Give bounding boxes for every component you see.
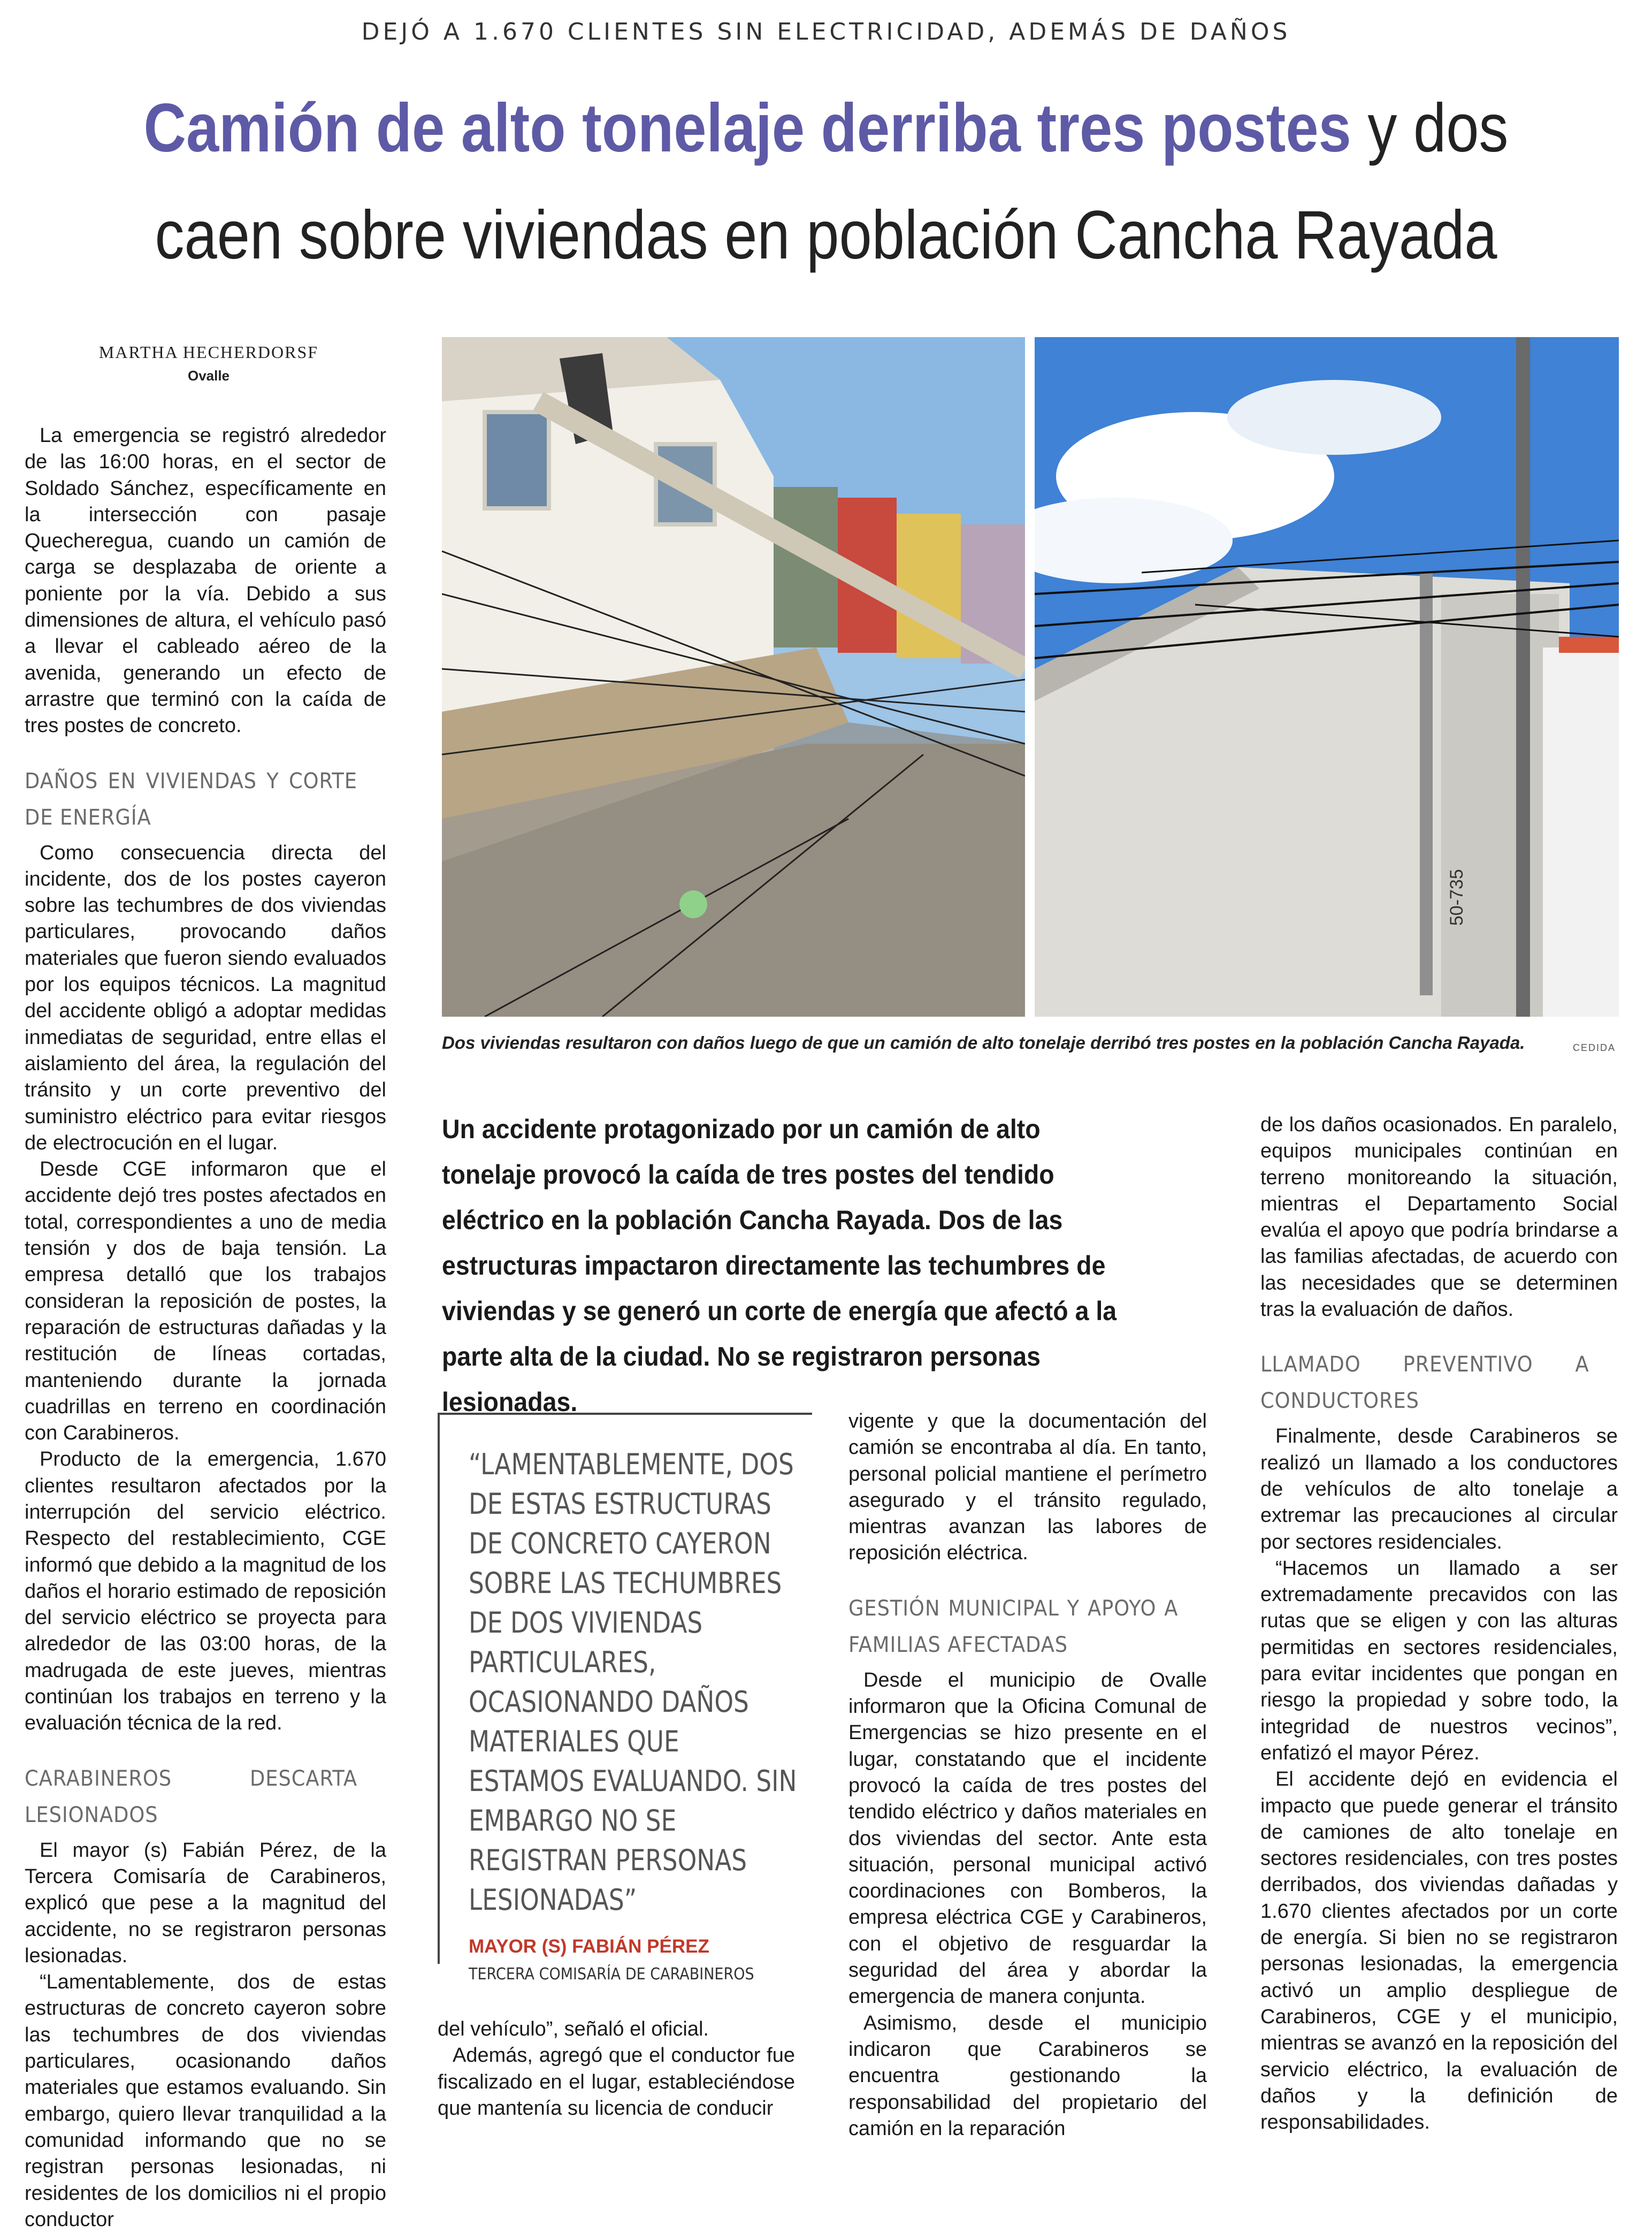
paragraph: “Lamentablemente, dos de estas estructuras de concreto cayeron sobre las techumbres de dos viviendas particulares, ocasionando daños materiales que estamos evaluando. Sin embargo, quiero llevar tranquilidad a la comunidad informando que no se registran personas lesionadas, ni residentes de los domicilios ni el propio conductor [25,1971,386,2231]
column-3 [848,1408,1207,2142]
photo-fallen-poles [442,337,1025,1017]
paragraph: Desde el municipio de Ovalle informaron que la Oficina Comunal de Emergencias se hizo presente en el lugar, constatando que el incidente provocó la caída de tres postes del tendido eléctrico y daños materiales en dos viviendas del sector. Ante esta situación, personal municipal activó coordinaciones con Bomberos, la empresa eléctrica CGE y Carabineros, con el objetivo de resguardar la seguridad del área y abordar la emergencia de manera conjunta. [848,1668,1207,2008]
truck-marking: 50-735 [1447,869,1467,926]
paragraph: Como consecuencia directa del incidente, dos de los postes cayeron sobre las techumbres de dos viviendas particulares, provocando daños materiales que fueron siendo evaluados por los equipos técnicos. La magnitud del accidente obligó a adoptar medidas inmediatas de seguridad, entre ellas el aislamiento del área, la regulación del tránsito y un corte preventivo del suministro eléctrico para evitar riesgos de electrocución en el lugar. [25,841,386,1154]
photo-truck-image [1035,337,1619,1017]
paragraph: El accidente dejó en evidencia el impacto que puede generar el tránsito de camiones de alto tonelaje en sectores residenciales, con tres postes derribados, dos viviendas dañadas y 1.670 clientes afectados por un corte de energía. Si bien no se registraron personas lesionadas, la emergencia activó un amplio despliegue de Carabineros, CGE y el municipio, mientras se avanzó en la reposición del servicio eléctrico, la evaluación de daños y la definición de responsabilidades. [1260,1768,1618,2134]
paragraph: vigente y que la documentación del camión se encontraba al día. En tanto, personal policial mantiene el perímetro asegurado y el tránsito regulado, mientras avanzan las labores de reposición eléctrica. [848,1410,1207,1565]
column-4 [1260,1112,1618,2136]
subheading-gestion: GESTIÓN MUNICIPAL Y APOYO A FAMILIAS AFECTADAS [848,1596,1179,1657]
subheading-carabineros: CARABINEROS DESCARTA LESIONADOS [25,1766,357,1827]
lead-paragraph: Un accidente protagonizado por un camión de alto tonelaje provocó la caída de tres postes del tendido eléctrico en la población Cancha Rayada. Dos de las estructuras impactaron directamente las techumbres de viviendas y se generó un corte de energía que afectó a la parte alta de la ciudad. No se registraron personas lesionadas. [442,1114,1117,1417]
quote-role: TERCERA COMISARÍA DE CARABINEROS [469,1965,754,1984]
quote-text: “LAMENTABLEMENTE, DOS DE ESTAS ESTRUCTURAS DE CONCRETO CAYERON SOBRE LAS TECHUMBRES DE DOS VIVIENDAS PARTICULARES, OCASIONANDO DAÑOS MATERIALES QUE ESTAMOS EVALUANDO. SIN EMBARGO NO SE REGISTRAN PERSONAS LESIONADAS” [469,1447,797,1917]
subheading-llamado: LLAMADO PREVENTIVO A CONDUCTORES [1260,1352,1589,1414]
photo-truck [1035,337,1619,1017]
column-2 [438,2016,795,2122]
location: Ovalle [187,368,230,384]
paragraph: Además, agregó que el conductor fue fiscalizado en el lugar, estableciéndose que mantenía su licencia de conducir [438,2044,795,2120]
photo-caption: Dos viviendas resultaron con daños luego de que un camión de alto tonelaje derribó tres postes en la población Cancha Rayada. [442,1033,1525,1053]
author: MARTHA HECHERDORSF [98,342,319,362]
paragraph: La emergencia se registró alrededor de las 16:00 horas, en el sector de Soldado Sánchez, específicamente en la intersección con pasaje Quecheregua, cuando un camión de carga se desplazaba de oriente a poniente por la vía. Debido a sus dimensiones de altura, el vehículo pasó a llevar el cableado aéreo de la avenida, generando un efecto de arrastre que terminó con la caída de tres postes de concreto. [25,424,386,737]
photo-credit: CEDIDA [1573,1042,1616,1053]
photo-fallen-poles-image [442,337,1025,1017]
pull-quote [438,1413,812,1984]
paragraph: Producto de la emergencia, 1.670 clientes resultaron afectados por la interrupción del servicio eléctrico. Respecto del restablecimiento, CGE informó que debido a la magnitud de los daños el horario estimado de reposición del servicio eléctrico se proyecta para alrededor de las 03:00 horas, de la madrugada de este jueves, mientras continúan los trabajos en terreno y la evaluación técnica de la red. [25,1448,387,1735]
byline [21,342,396,384]
quote-name: MAYOR (S) FABIÁN PÉREZ [469,1936,709,1957]
headline-rest: y dos caen sobre viviendas en población Cancha Rayada [155,90,1509,273]
paragraph: El mayor (s) Fabián Pérez, de la Tercera Comisaría de Carabineros, explicó que pese a la magnitud del accidente, no se registraron personas lesionadas. [25,1839,386,1967]
column-1 [25,423,386,2233]
paragraph: Asimismo, desde el municipio indicaron que Carabineros se encuentra gestionando la responsabilidad del propietario del camión en la reparación [848,2011,1207,2140]
kicker: DEJÓ A 1.670 CLIENTES SIN ELECTRICIDAD, ADEMÁS DE DAÑOS [361,18,1291,45]
paragraph: de los daños ocasionados. En paralelo, equipos municipales continúan en terreno monitoreando la situación, mientras el Departamento Social evalúa el apoyo que podría brindarse a las familias afectadas, de acuerdo con las necesidades que se determinen tras la evaluación de daños. [1260,1114,1618,1321]
paragraph: Finalmente, desde Carabineros se realizó un llamado a los conductores de vehículos de alto tonelaje a extremar las precauciones al circular por sectores residenciales. [1260,1425,1618,1553]
paragraph: Desde CGE informaron que el accidente dejó tres postes afectados en total, correspondientes a uno de media tensión y dos de baja tensión. La empresa detalló que los trabajos consideran la reposición de postes, la reparación de estructuras dañadas y la restitución de líneas cortadas, manteniendo durante la jornada cuadrillas en terreno en coordinación con Carabineros. [25,1158,386,1445]
paragraph: “Hacemos un llamado a ser extremadamente precavidos con las rutas que se eligen y con las alturas permitidas en sectores residenciales, para evitar incidentes que pongan en riesgo la propiedad y sobre todo, la integridad de nuestros vecinos”, enfatizó el mayor Pérez. [1260,1557,1618,1764]
subheading-danos: DAÑOS EN VIVIENDAS Y CORTE DE ENERGÍA [25,768,357,830]
headline-highlight: Camión de alto tonelaje derriba tres postes [143,90,1351,166]
headline [134,75,1518,289]
paragraph: del vehículo”, señaló el oficial. [438,2018,709,2040]
